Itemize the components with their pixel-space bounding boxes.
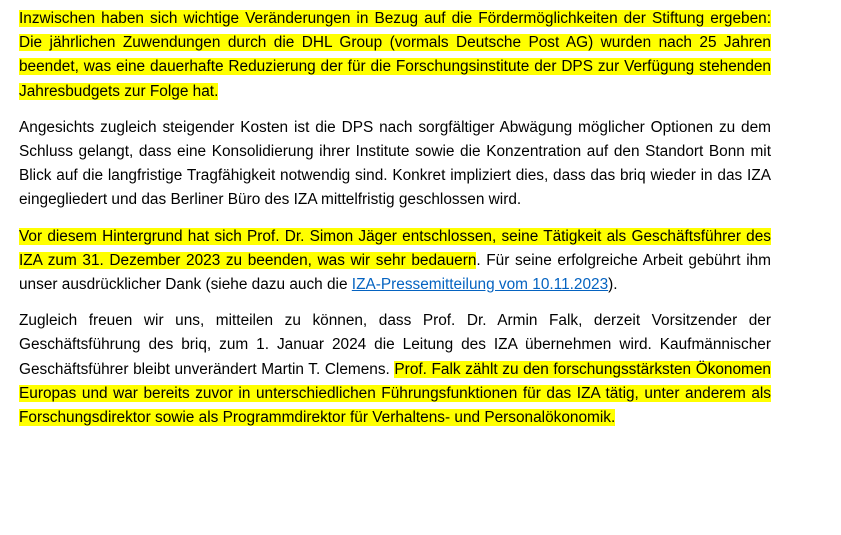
press-release-link[interactable]: IZA-Pressemitteilung vom 10.11.2023	[351, 276, 609, 294]
document-body	[19, 7, 771, 442]
paragraph-consolidation	[19, 116, 771, 213]
highlighted-text: Vor diesem Hintergrund hat sich Prof. Dr. Simon Jäger entschlossen, seine Tätigkeit als Geschäftsführer des IZA zum 31. Dezember 2023 zu beenden, was wir sehr bedauern	[19, 227, 771, 269]
paragraph-falk-appointment	[19, 309, 771, 430]
highlighted-text: Inzwischen haben sich wichtige Veränderungen in Bezug auf die Fördermöglichkeiten der Stiftung ergeben: Die jährlichen Zuwendungen durch die DHL Group (vormals Deutsche Post AG) wurden nach 25 Jahren beendet, was eine dauerhafte Reduzierung der für die Forschungsinstitute der DPS zur Verfügung stehenden Jahresbudgets zur Folge hat.	[19, 10, 771, 100]
highlighted-text: Prof. Falk zählt zu den forschungsstärksten Ökonomen Europas und war bereits zuvor in unterschiedlichen Führungsfunktionen für das IZA tätig, unter anderem als Forschungsdirektor sowie als Programmdirektor für Verhaltens- und Personalökonomik.	[19, 360, 771, 427]
body-text: . Für seine erfolgreiche Arbeit gebührt ihm unser ausdrücklicher Dank (siehe dazu auch die	[19, 251, 771, 294]
paragraph-jaeger-departure	[19, 225, 771, 298]
body-text: Zugleich freuen wir uns, mitteilen zu können, dass Prof. Dr. Armin Falk, derzeit Vorsitzender der Geschäftsführung des briq, zum 1. Januar 2024 die Leitung des IZA übernehmen wird. Kaufmännischer Geschäftsführer bleibt unverändert Martin T. Clemens.	[19, 312, 771, 378]
body-text: Angesichts zugleich steigender Kosten ist die DPS nach sorgfältiger Abwägung möglicher Optionen zu dem Schluss gelangt, dass eine Konsolidierung ihrer Institute sowie die Konzentration auf den Standort Bonn mit Blick auf die langfristige Tragfähigkeit notwendig sind. Konkret impliziert dies, dass das briq wieder in das IZA eingegliedert und das Berliner Büro des IZA mittelfristig geschlossen wird.	[19, 118, 771, 209]
body-text: ).	[608, 276, 618, 294]
paragraph-funding-changes	[19, 7, 771, 104]
